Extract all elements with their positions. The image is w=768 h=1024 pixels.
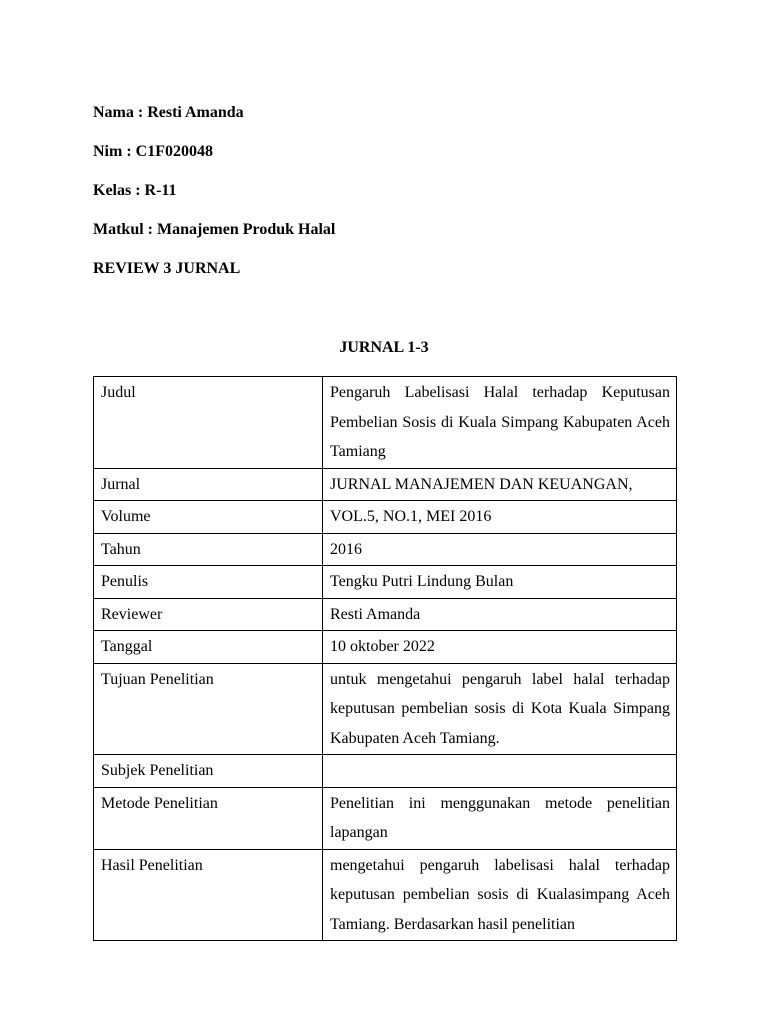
table-row — [94, 533, 677, 566]
journal-review-table — [93, 376, 677, 941]
student-name: Nama : Resti Amanda — [93, 104, 244, 121]
table-row — [94, 663, 677, 755]
document-heading: REVIEW 3 JURNAL — [93, 260, 241, 277]
table-row — [94, 755, 677, 788]
table-row — [94, 849, 677, 941]
row-value — [323, 755, 677, 788]
student-class: Kelas : R-11 — [93, 182, 177, 199]
row-label: Jurnal — [94, 468, 323, 501]
row-value: mengetahui pengaruh labelisasi halal terhadap keputusan pembelian sosis di Kualasimpang Aceh Tamiang. Berdasarkan hasil penelitian — [323, 849, 677, 941]
row-label: Metode Penelitian — [94, 787, 323, 849]
row-label: Tanggal — [94, 631, 323, 664]
section-title: JURNAL 1-3 — [339, 339, 429, 356]
row-label: Penulis — [94, 566, 323, 599]
row-value: Tengku Putri Lindung Bulan — [323, 566, 677, 599]
row-value: untuk mengetahui pengaruh label halal terhadap keputusan pembelian sosis di Kota Kuala Simpang Kabupaten Aceh Tamiang. — [323, 663, 677, 755]
row-label: Subjek Penelitian — [94, 755, 323, 788]
course-name: Matkul : Manajemen Produk Halal — [93, 221, 336, 238]
table-row — [94, 566, 677, 599]
row-value: Resti Amanda — [323, 598, 677, 631]
row-value: JURNAL MANAJEMEN DAN KEUANGAN, — [323, 468, 677, 501]
row-label: Tahun — [94, 533, 323, 566]
row-label: Judul — [94, 377, 323, 469]
row-label: Hasil Penelitian — [94, 849, 323, 941]
row-value: Penelitian ini menggunakan metode penelitian lapangan — [323, 787, 677, 849]
table-row — [94, 787, 677, 849]
table-row — [94, 501, 677, 534]
row-label: Volume — [94, 501, 323, 534]
row-label: Reviewer — [94, 598, 323, 631]
table-row — [94, 631, 677, 664]
table-row — [94, 598, 677, 631]
row-value: 2016 — [323, 533, 677, 566]
row-label: Tujuan Penelitian — [94, 663, 323, 755]
table-row — [94, 377, 677, 469]
table-row — [94, 468, 677, 501]
row-value: Pengaruh Labelisasi Halal terhadap Keputusan Pembelian Sosis di Kuala Simpang Kabupaten Aceh Tamiang — [323, 377, 677, 469]
student-nim: Nim : C1F020048 — [93, 143, 213, 160]
row-value: 10 oktober 2022 — [323, 631, 677, 664]
row-value: VOL.5, NO.1, MEI 2016 — [323, 501, 677, 534]
